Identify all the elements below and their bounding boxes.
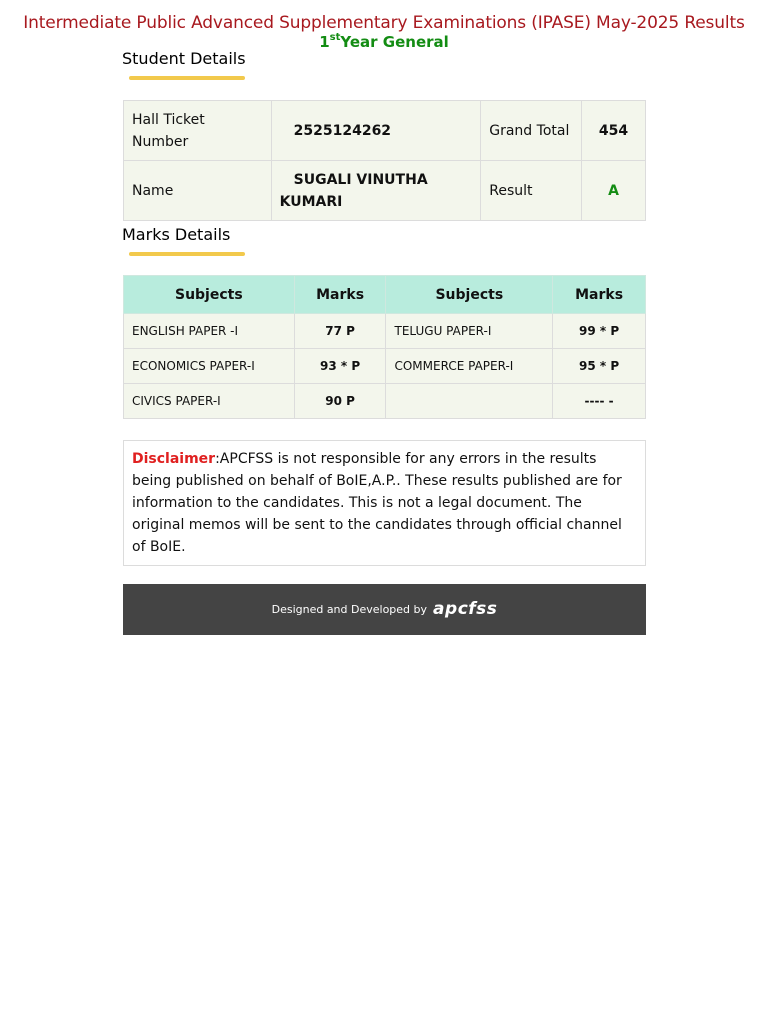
column-header-subjects: Subjects [124, 276, 295, 314]
table-row [124, 101, 646, 161]
year-number: 1 [319, 33, 330, 51]
table-row [124, 349, 646, 384]
result-label: Result [481, 161, 582, 221]
hall-ticket-label: Hall Ticket Number [124, 101, 272, 161]
year-text: Year General [340, 33, 449, 51]
subject-cell: COMMERCE PAPER-I [386, 349, 553, 384]
year-suffix: st [329, 32, 341, 43]
subject-cell: TELUGU PAPER-I [386, 314, 553, 349]
subject-cell: ECONOMICS PAPER-I [124, 349, 295, 384]
student-heading-underline [129, 76, 245, 80]
column-header-subjects: Subjects [386, 276, 553, 314]
student-details-heading: Student Details [122, 49, 246, 68]
marks-cell: 95 * P [553, 349, 646, 384]
marks-cell: 99 * P [553, 314, 646, 349]
footer-text: Designed and Developed by [271, 603, 428, 616]
grand-total-value: 454 [582, 101, 646, 161]
name-label: Name [124, 161, 272, 221]
subject-cell [386, 384, 553, 419]
table-row [124, 161, 646, 221]
hall-ticket-value: 2525124262 [271, 101, 481, 161]
marks-heading-underline [129, 252, 245, 256]
marks-details-heading: Marks Details [122, 225, 231, 244]
page-subtitle [0, 33, 768, 51]
apcfss-logo: apcfss [433, 598, 498, 619]
student-name-value: SUGALI VINUTHA KUMARI [271, 161, 481, 221]
grand-total-label: Grand Total [481, 101, 582, 161]
result-value: A [582, 161, 646, 221]
marks-cell: 90 P [294, 384, 386, 419]
disclaimer-label: Disclaimer [132, 451, 216, 467]
marks-header-row [124, 276, 646, 314]
disclaimer-box [123, 440, 646, 566]
table-row [124, 314, 646, 349]
marks-cell: 93 * P [294, 349, 386, 384]
page-title: Intermediate Public Advanced Supplementary Examinations (IPASE) May-2025 Results [23, 13, 745, 33]
subject-cell: CIVICS PAPER-I [124, 384, 295, 419]
subject-cell: ENGLISH PAPER -I [124, 314, 295, 349]
column-header-marks: Marks [294, 276, 386, 314]
column-header-marks: Marks [553, 276, 646, 314]
table-row [124, 384, 646, 419]
disclaimer-text: :APCFSS is not responsible for any errors in the results being published on behalf of BoIE,A.P.. These results published are for information to the candidates. This is not a legal document. The original memos will be sent to the candidates through official channel of BoIE. [132, 451, 622, 555]
footer [123, 584, 646, 635]
marks-cell: 77 P [294, 314, 386, 349]
student-details-table [123, 100, 646, 221]
marks-cell: ---- - [553, 384, 646, 419]
marks-table [123, 275, 646, 419]
